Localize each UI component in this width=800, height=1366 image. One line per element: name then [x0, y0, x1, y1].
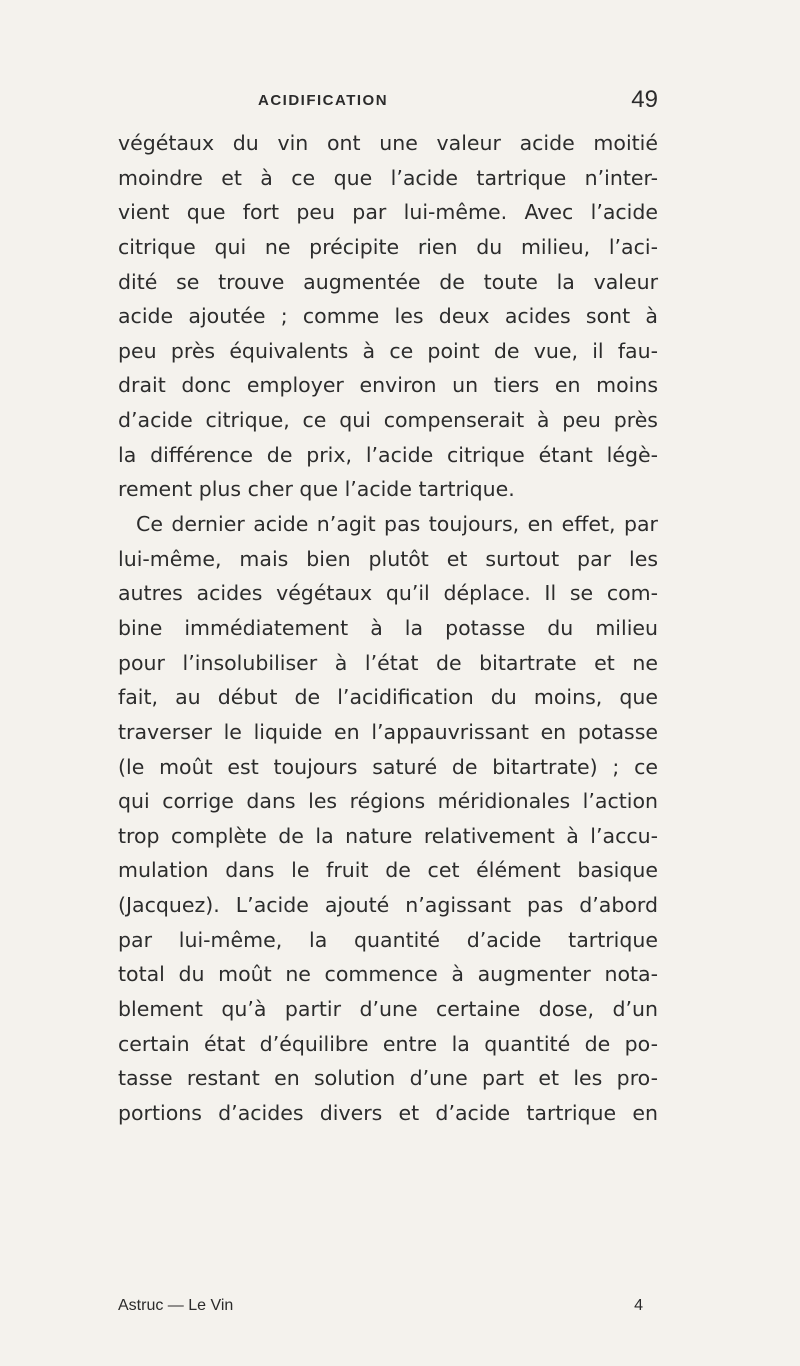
text-line: qui corrige dans les régions méridionales l’action [118, 789, 658, 814]
text-line: traverser le liquide en l’appauvrissant en potasse [118, 719, 658, 744]
text-line: trop complète de la nature relativement à l’accu- [118, 823, 658, 848]
text-line: par lui-même, la quantité d’acide tartrique [118, 927, 658, 952]
text-line: autres acides végétaux qu’il déplace. Il se com- [118, 581, 658, 606]
text-line: citrique qui ne précipite rien du milieu, l’aci- [118, 234, 658, 259]
text-line: blement qu’à partir d’une certaine dose, d’un [118, 997, 658, 1022]
text-line: (Jacquez). L’acide ajouté n’agissant pas d’abord [118, 893, 658, 918]
text-line: acide ajoutée ; comme les deux acides sont à [118, 304, 658, 329]
page-footer [118, 1297, 643, 1321]
running-title: ACIDIFICATION [258, 92, 389, 109]
text-line: tasse restant en solution d’une part et les pro- [118, 1066, 658, 1091]
text-line: végétaux du vin ont une valeur acide moitié [118, 131, 658, 155]
text-line: moindre et à ce que l’acide tartrique n’inter- [118, 165, 658, 190]
paragraph-start-line: Ce dernier acide n’agit pas toujours, en effet, par [136, 512, 658, 537]
paragraph-end-line: rement plus cher que l’acide tartrique. [118, 477, 515, 502]
text-line: la différence de prix, l’acide citrique étant légè- [118, 442, 658, 467]
text-line: total du moût ne commence à augmenter nota- [118, 962, 658, 987]
text-line: vient que fort peu par lui-même. Avec l’acide [118, 200, 658, 225]
text-line: certain état d’équilibre entre la quantité de po- [118, 1031, 658, 1056]
page-header [258, 88, 658, 118]
text-line: (le moût est toujours saturé de bitartrate) ; ce [118, 754, 658, 779]
text-line: dité se trouve augmentée de toute la valeur [118, 269, 658, 294]
page-number: 49 [631, 86, 658, 113]
body-text [118, 126, 658, 1131]
text-line: lui-même, mais bien plutôt et surtout par les [118, 546, 658, 571]
text-line: bine immédiatement à la potasse du milieu [118, 615, 658, 640]
text-line: portions d’acides divers et d’acide tartrique en [118, 1100, 658, 1125]
sheet-number: 4 [634, 1297, 643, 1314]
text-line: mulation dans le fruit de cet élément basique [118, 858, 658, 883]
text-line: drait donc employer environ un tiers en moins [118, 373, 658, 398]
text-line: fait, au début de l’acidification du moins, que [118, 685, 658, 710]
text-line: d’acide citrique, ce qui compenserait à peu près [118, 408, 658, 433]
text-line: pour l’insolubiliser à l’état de bitartrate et ne [118, 650, 658, 675]
signature-mark: Astruc — Le Vin [118, 1297, 234, 1314]
text-line: peu près équivalents à ce point de vue, il fau- [118, 338, 658, 363]
